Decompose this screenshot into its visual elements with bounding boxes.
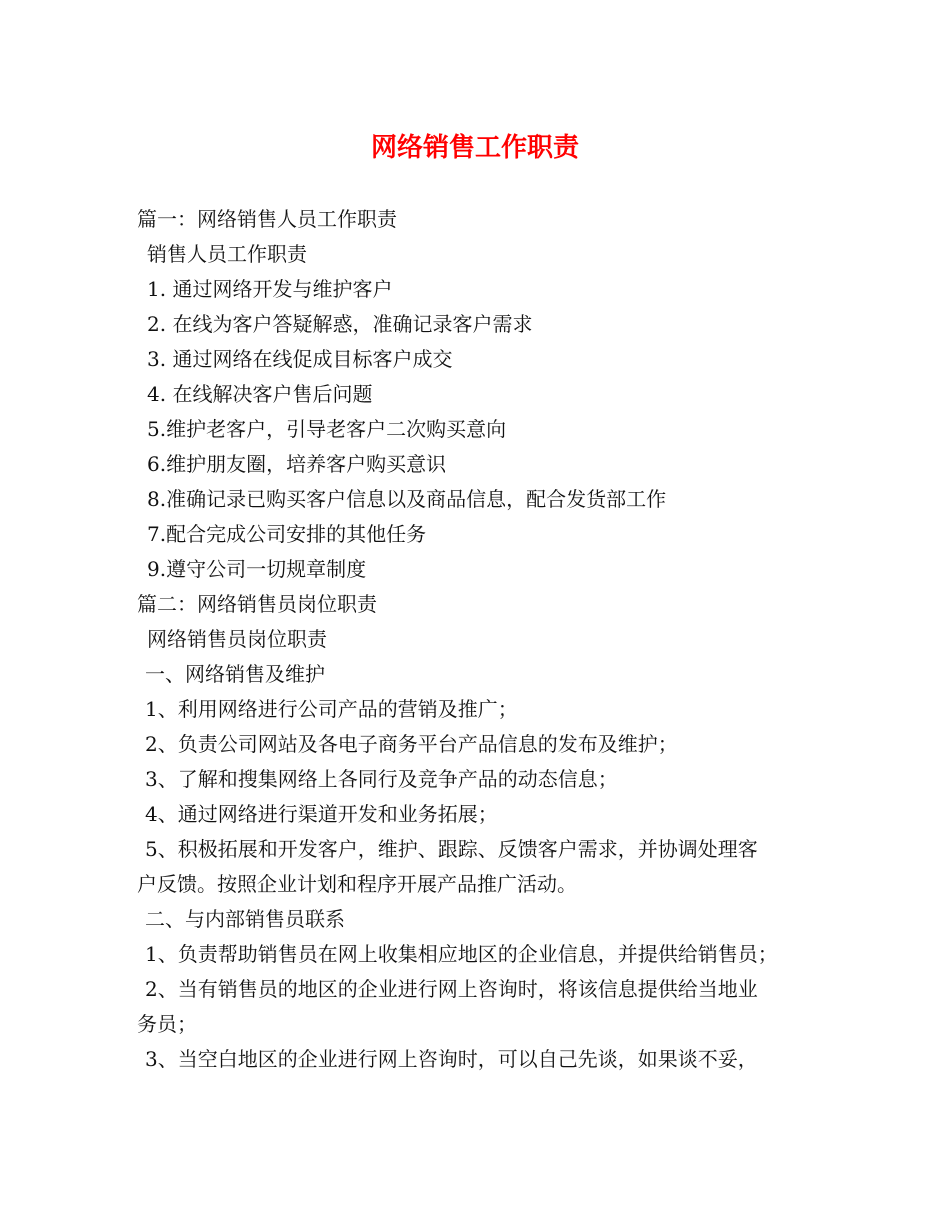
list-item: 1、利用网络进行公司产品的营销及推广； xyxy=(145,697,518,721)
list-item: 5、积极拓展和开发客户，维护、跟踪、反馈客户需求，并协调处理客 xyxy=(145,837,758,861)
list-item: 3. 通过网络在线促成目标客户成交 xyxy=(147,347,453,371)
list-item: 3、了解和搜集网络上各同行及竞争产品的动态信息； xyxy=(145,767,618,791)
list-item-continuation: 户反馈。按照企业计划和程序开展产品推广活动。 xyxy=(137,872,577,896)
list-item: 9.遵守公司一切规章制度 xyxy=(147,557,367,581)
list-item: 4. 在线解决客户售后问题 xyxy=(147,382,373,406)
list-item: 5.维护老客户，引导老客户二次购买意向 xyxy=(147,417,507,441)
section-heading: 篇一：网络销售人员工作职责 xyxy=(137,207,397,231)
list-item: 6.维护朋友圈，培养客户购买意识 xyxy=(147,452,447,476)
list-item: 1. 通过网络开发与维护客户 xyxy=(147,277,393,301)
list-item: 8.准确记录已购买客户信息以及商品信息，配合发货部工作 xyxy=(147,487,667,511)
list-item: 2、当有销售员的地区的企业进行网上咨询时，将该信息提供给当地业 xyxy=(145,977,758,1001)
list-item: 2、负责公司网站及各电子商务平台产品信息的发布及维护； xyxy=(145,732,678,756)
document-title: 网络销售工作职责 xyxy=(370,133,579,163)
list-item: 2. 在线为客户答疑解惑，准确记录客户需求 xyxy=(147,312,533,336)
list-item: 1、负责帮助销售员在网上收集相应地区的企业信息，并提供给销售员； xyxy=(145,942,778,966)
subheading: 二、与内部销售员联系 xyxy=(145,907,345,931)
subheading: 一、网络销售及维护 xyxy=(145,662,325,686)
list-item: 4、通过网络进行渠道开发和业务拓展； xyxy=(145,802,498,826)
list-item: 7.配合完成公司安排的其他任务 xyxy=(147,522,427,546)
document-body xyxy=(137,202,827,1077)
subheading: 网络销售员岗位职责 xyxy=(147,627,327,651)
section-heading: 篇二：网络销售员岗位职责 xyxy=(137,592,377,616)
list-item-continuation: 务员； xyxy=(137,1012,197,1036)
subheading: 销售人员工作职责 xyxy=(147,242,307,266)
list-item: 3、当空白地区的企业进行网上咨询时，可以自己先谈，如果谈不妥， xyxy=(145,1047,758,1071)
